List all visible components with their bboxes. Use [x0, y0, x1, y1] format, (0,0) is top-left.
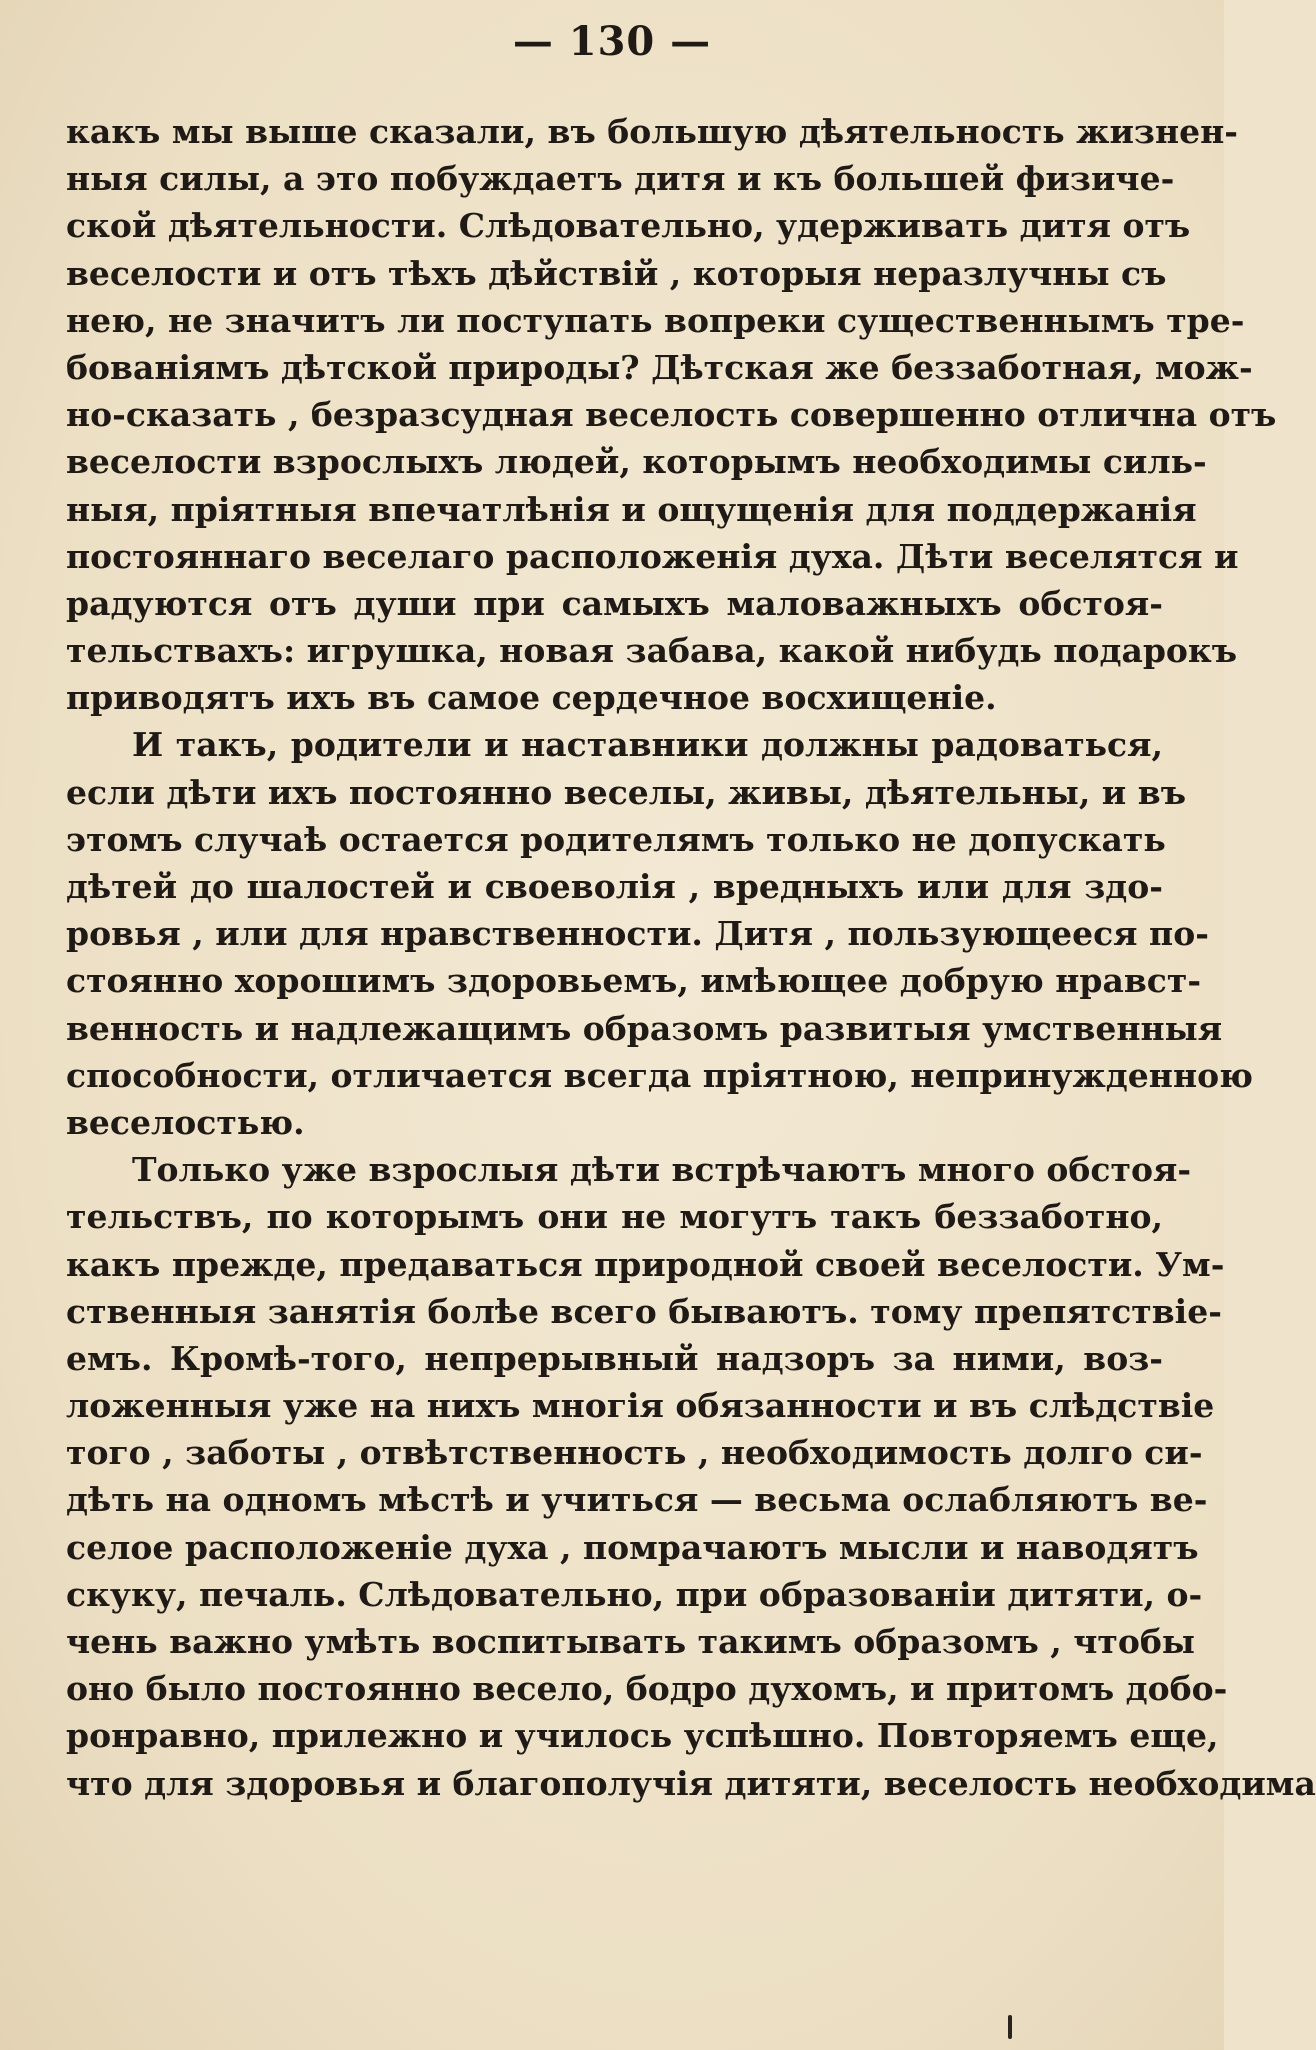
text-line: постояннаго веселаго расположенія духа. Дѣти веселятся и	[66, 536, 1239, 576]
text-line: способности, отличается всегда пріятною, непринужденною	[66, 1055, 1253, 1095]
text-line: дѣтей до шалостей и своеволія , вредныхъ или для здо-	[66, 867, 1163, 906]
text-line: приводятъ ихъ въ самое сердечное восхищеніе.	[66, 678, 997, 718]
text-line: веселости и отъ тѣхъ дѣйствій , которыя неразлучны съ	[66, 253, 1167, 293]
text-line: тельствъ, по которымъ они не могутъ такъ беззаботно,	[66, 1197, 1163, 1237]
text-line: веселости взрослыхъ людей, которымъ необходимы силь-	[66, 442, 1207, 482]
text-line: ныя силы, а это побуждаетъ дитя и къ большей физиче-	[66, 159, 1175, 199]
text-line: дѣть на одномъ мѣстѣ и учиться — весьма ослабляютъ ве-	[66, 1480, 1208, 1520]
text-line: скуку, печаль. Слѣдовательно, при образованіи дитяти, о-	[66, 1574, 1203, 1614]
text-line: чень важно умѣть воспитывать такимъ образомъ , чтобы	[66, 1622, 1195, 1661]
text-line: нею, не значитъ ли поступать вопреки существеннымъ тре-	[66, 300, 1245, 340]
text-line: но-сказать , безразсудная веселость совершенно отлична отъ	[66, 395, 1277, 435]
body-text	[66, 108, 1316, 1807]
text-line: ровья , или для нравственности. Дитя , пользующееся по-	[66, 914, 1209, 954]
text-line: этомъ случаѣ остается родителямъ только не допускать	[66, 819, 1166, 859]
text-line: венность и надлежащимъ образомъ развитыя умственныя	[66, 1008, 1223, 1048]
text-line: И такъ, родители и наставники должны радоваться,	[132, 725, 1163, 765]
text-line: ственныя занятія болѣе всего бываютъ. тому препятствіе-	[66, 1291, 1222, 1331]
text-line: Только уже взрослыя дѣти встрѣчаютъ много обстоя-	[132, 1150, 1192, 1190]
text-line: ныя, пріятныя впечатлѣнія и ощущенія для поддержанія	[66, 489, 1197, 529]
text-line: если дѣти ихъ постоянно веселы, живы, дѣятельны, и въ	[66, 772, 1187, 812]
text-line: емъ. Кромѣ-того, непрерывный надзоръ за ними, воз-	[66, 1338, 1163, 1378]
ink-mark	[1008, 2015, 1012, 2039]
text-line: того , заботы , отвѣтственность , необходимость долго си-	[66, 1433, 1203, 1473]
text-line: бованіямъ дѣтской природы? Дѣтская же беззаботная, мож-	[66, 347, 1253, 387]
page-number: — 130 —	[512, 18, 712, 65]
text-line: стоянно хорошимъ здоровьемъ, имѣющее добрую нравст-	[66, 961, 1202, 1001]
text-line: какъ мы выше сказали, въ большую дѣятельность жизнен-	[66, 112, 1238, 151]
text-line: ронравно, прилежно и училось успѣшно. Повторяемъ еще,	[66, 1716, 1219, 1756]
text-line: селое расположеніе духа , помрачаютъ мысли и наводятъ	[66, 1527, 1199, 1567]
text-line: какъ прежде, предаваться природной своей веселости. Ум-	[66, 1244, 1225, 1284]
text-line: что для здоровья и благополучія дитяти, веселость необходима	[66, 1763, 1316, 1803]
text-line: веселостью.	[66, 1102, 305, 1142]
text-line: ской дѣятельности. Слѣдовательно, удерживать дитя отъ	[66, 206, 1191, 246]
text-line: ложенныя уже на нихъ многія обязанности и въ слѣдствіе	[66, 1386, 1215, 1426]
text-line: тельствахъ: игрушка, новая забава, какой нибудь подарокъ	[66, 631, 1238, 671]
text-line: радуются отъ души при самыхъ маловажныхъ обстоя-	[66, 583, 1163, 623]
text-line: оно было постоянно весело, бодро духомъ, и притомъ добо-	[66, 1669, 1228, 1709]
